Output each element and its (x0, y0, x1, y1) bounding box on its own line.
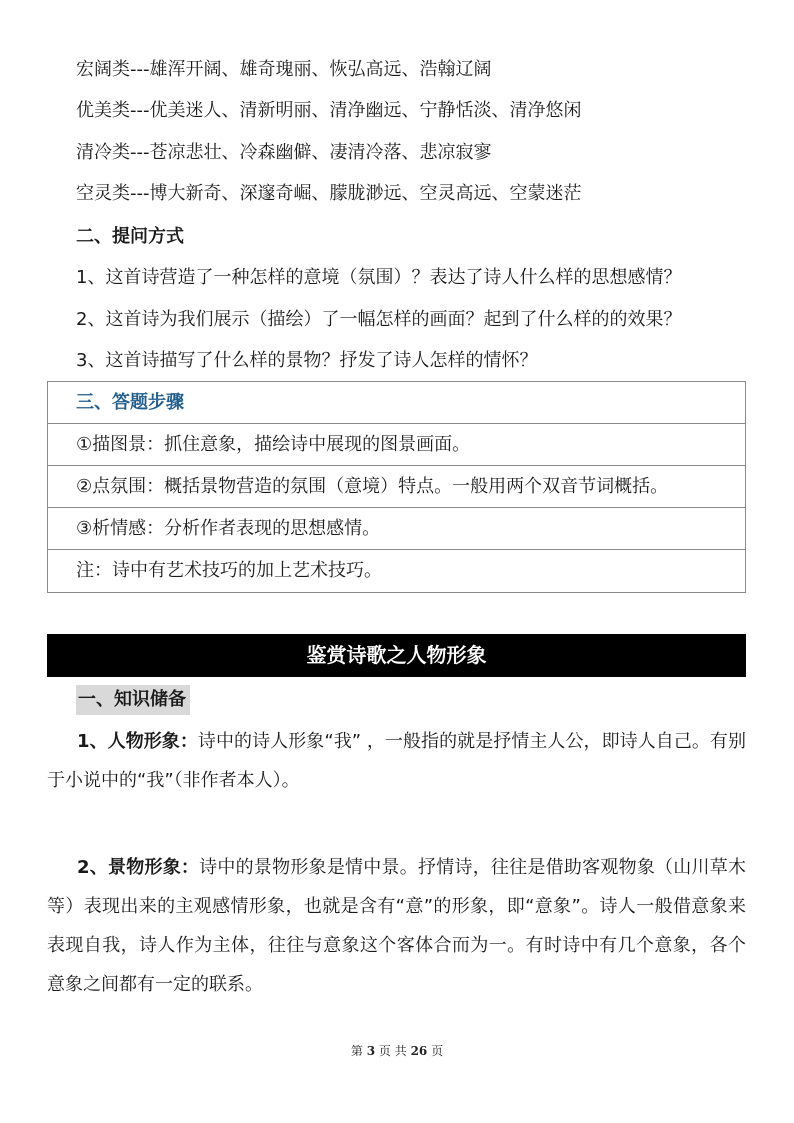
question-item: 1、这首诗营造了一种怎样的意境（氛围）？表达了诗人什么样的思想感情？ (76, 267, 682, 288)
questions-heading: 二、提问方式 (76, 226, 184, 247)
character-image-paragraph (47, 722, 746, 800)
knowledge-heading: 一、知识储备 (76, 685, 190, 715)
paragraph-text: 诗中的景物形象是情中景。抒情诗，往往是借助客观物象（山川草木等）表现出来的主观感情形象，也就是含有“意”的形象，即“意象”。诗人一般借意象来表现自我，诗人作为主体，往往与意象这个客体合而为一。有时诗中有几个意象，各个意象之间都有一定的联系。 (47, 857, 746, 995)
question-item: 2、这首诗为我们展示（描绘）了一幅怎样的画面？起到了什么样的的效果？ (76, 309, 682, 330)
category-line: 宏阔类---雄浑开阔、雄奇瑰丽、恢弘高远、浩翰辽阔 (76, 59, 492, 80)
paragraph-text: 诗中的诗人形象“我” ，一般指的就是抒情主人公，即诗人自己。有别于小说中的“我”（非作者本人）。 (47, 731, 746, 791)
paragraph-label: 1、人物形象： (77, 731, 198, 752)
answer-steps-table (47, 381, 746, 593)
paragraph-label: 2、景物形象： (77, 857, 200, 878)
footer-middle: 页 共 (378, 1044, 407, 1058)
page-number: 3 (366, 1044, 376, 1058)
category-line: 清冷类---苍凉悲壮、冷森幽僻、凄清冷落、悲凉寂寥 (76, 142, 492, 163)
category-line: 空灵类---博大新奇、深邃奇崛、朦胧渺远、空灵高远、空蒙迷茫 (76, 183, 582, 204)
category-line: 优美类---优美迷人、清新明丽、清净幽远、宁静恬淡、清净悠闲 (76, 100, 582, 121)
section-banner: 鉴赏诗歌之人物形象 (47, 634, 746, 677)
step-row: ②点氛围：概括景物营造的氛围（意境）特点。一般用两个双音节词概括。 (48, 466, 745, 508)
footer-suffix: 页 (431, 1044, 444, 1058)
scenery-image-paragraph (47, 848, 746, 1004)
steps-heading: 三、答题步骤 (48, 382, 745, 424)
total-pages: 26 (410, 1044, 428, 1058)
question-item: 3、这首诗描写了什么样的景物？抒发了诗人怎样的情怀？ (76, 350, 538, 371)
page-footer (0, 1042, 794, 1059)
footer-prefix: 第 (350, 1044, 363, 1058)
step-note-row: 注：诗中有艺术技巧的加上艺术技巧。 (76, 560, 382, 581)
step-row: ③析情感：分析作者表现的思想感情。 (48, 508, 745, 550)
step-row: ①描图景：抓住意象，描绘诗中展现的图景画面。 (48, 424, 745, 466)
